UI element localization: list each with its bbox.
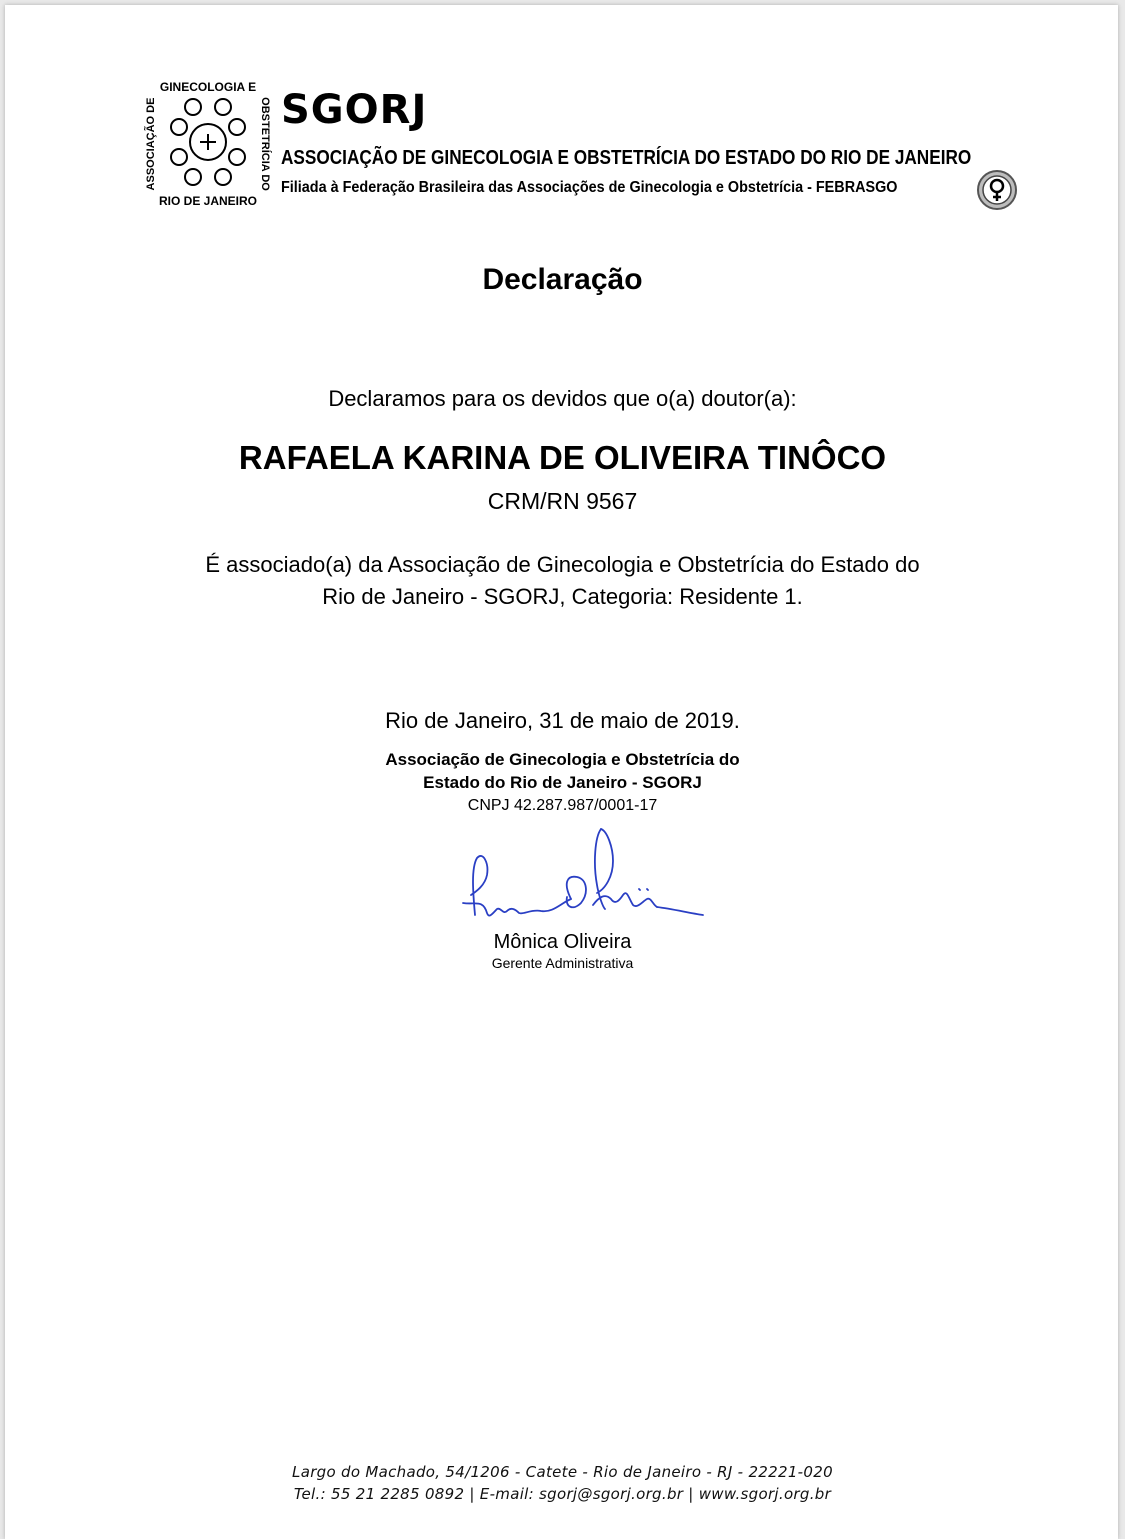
member-name: RAFAELA KARINA DE OLIVEIRA TINÔCO	[238, 439, 887, 476]
footer-address: Largo do Machado, 54/1206 - Catete - Rio de Janeiro - RJ - 22221-020	[292, 1463, 833, 1481]
venus-circle-icon	[171, 99, 245, 185]
logo-text-left: ASSOCIAÇÃO DE	[145, 97, 157, 191]
signer-name: Mônica Oliveira	[493, 931, 632, 953]
member-crm: CRM/RN 9567	[487, 488, 638, 514]
declaration-intro: Declaramos para os devidos que o(a) doutor(a):	[328, 386, 797, 411]
sgorj-logo	[143, 79, 273, 209]
document-title: Declaração	[482, 263, 643, 296]
document-page	[5, 5, 1118, 1539]
signature-org-line1: Associação de Ginecologia e Obstetrícia do	[385, 750, 740, 769]
logo-text-right: OBSTETRÍCIA DO	[259, 97, 271, 191]
footer-contact: Tel.: 55 21 2285 0892 | E-mail: sgorj@sgorj.org.br | www.sgorj.org.br	[293, 1485, 832, 1503]
declaration-body-line2: Rio de Janeiro - SGORJ, Categoria: Residente 1.	[322, 584, 803, 609]
febrasgo-seal-icon	[976, 169, 1018, 211]
signer-role: Gerente Administrativa	[491, 955, 634, 971]
declaration-date: Rio de Janeiro, 31 de maio de 2019.	[385, 708, 740, 733]
org-full-name: ASSOCIAÇÃO DE GINECOLOGIA E OBSTETRÍCIA DO ESTADO DO RIO DE JANEIRO	[281, 147, 972, 169]
org-cnpj: CNPJ 42.287.987/0001-17	[467, 797, 658, 814]
org-short-name: SGORJ	[281, 87, 428, 133]
signature-org-line2: Estado do Rio de Janeiro - SGORJ	[423, 773, 702, 792]
org-affiliation: Filiada à Federação Brasileira das Associações de Ginecologia e Obstetrícia - FEBRASGO	[281, 179, 898, 196]
handwritten-signature	[453, 823, 709, 935]
declaration-body-line1: É associado(a) da Associação de Ginecologia e Obstetrícia do Estado do	[205, 552, 920, 577]
logo-text-top: GINECOLOGIA E	[159, 80, 257, 94]
logo-text-bottom: RIO DE JANEIRO	[158, 194, 258, 208]
